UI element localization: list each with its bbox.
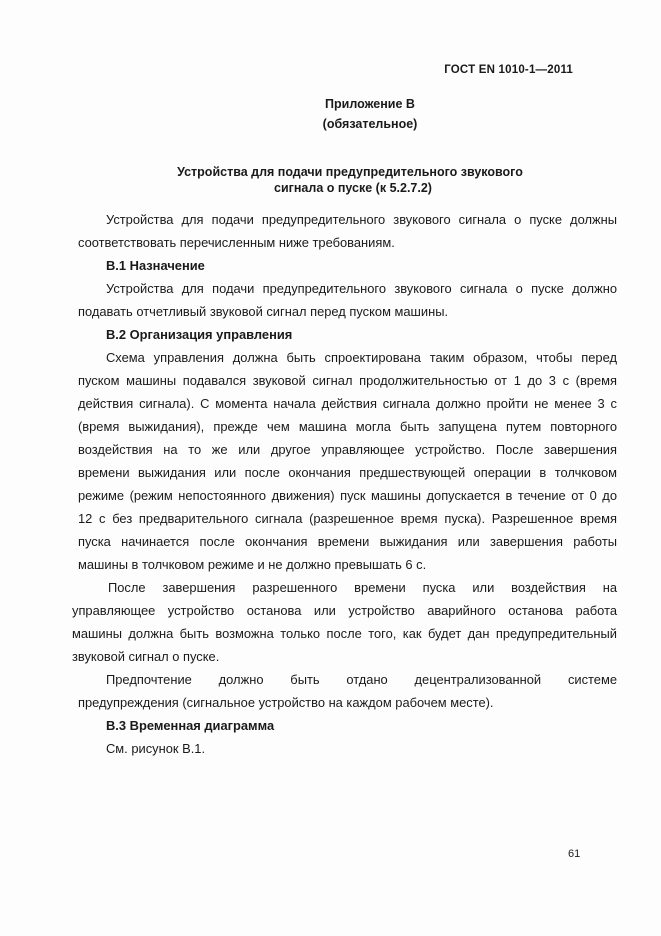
appendix-label: Приложение В: [325, 97, 415, 111]
paragraph-line: времени выжидания или после окончания предшествующей операции в толчковом: [78, 465, 617, 480]
paragraph-line: Схема управления должна быть спроектирована таким образом, чтобы перед: [106, 350, 617, 365]
section-heading-b1: В.1 Назначение: [106, 258, 205, 273]
paragraph-line: пуском машины подавался звуковой сигнал продолжительностью от 1 до 3 с (время: [78, 373, 617, 388]
paragraph-line: пуска начинается после окончания времени выжидания или завершения работы: [78, 534, 617, 549]
paragraph-line: После завершения разрешенного времени пуска или воздействия на: [108, 580, 617, 595]
figure-reference: См. рисунок В.1.: [106, 741, 206, 756]
title-line-1: Устройства для подачи предупредительного звукового: [177, 165, 523, 179]
paragraph-line: воздействия на то же или другое управляющее устройство. После завершения: [78, 442, 617, 457]
paragraph-line: Предпочтение должно быть отдано децентрализованной системе: [106, 672, 617, 687]
appendix-status: (обязательное): [322, 117, 418, 131]
standard-designation: ГОСТ EN 1010-1—2011: [444, 64, 573, 76]
paragraph-line: режиме (режим непостоянного движения) пуск машины допускается в течение от 0 до: [78, 488, 617, 503]
title-line-2: сигнала о пуске (к 5.2.7.2): [274, 181, 432, 195]
page-number: 61: [568, 848, 581, 860]
document-body: [72, 208, 617, 760]
paragraph-line: Устройства для подачи предупредительного звукового сигнала о пуске должно: [106, 281, 617, 296]
appendix-heading: [300, 94, 440, 134]
paragraph-line: подавать отчетливый звуковой сигнал перед пуском машины.: [78, 304, 449, 319]
paragraph-line: машины должна быть возможна только после того, как будет дан предупредительный: [72, 626, 617, 641]
paragraph-line: 12 с без предварительного сигнала (разрешенное время пуска). Разрешенное время: [78, 511, 617, 526]
intro-line: соответствовать перечисленным ниже требованиям.: [78, 235, 395, 250]
paragraph-line: управляющее устройство останова или устройство аварийного останова работа: [72, 603, 617, 618]
paragraph-line: (время выжидания), прежде чем машина могла быть запущена путем повторного: [78, 419, 617, 434]
paragraph-line: предупреждения (сигнальное устройство на каждом рабочем месте).: [78, 695, 494, 710]
paragraph-line: звуковой сигнал о пуске.: [72, 649, 220, 664]
paragraph-line: действия сигнала). С момента начала действия сигнала должно пройти не менее 3 с: [78, 396, 617, 411]
intro-line: Устройства для подачи предупредительного звукового сигнала о пуске должны: [106, 212, 617, 227]
section-heading-b2: В.2 Организация управления: [106, 327, 293, 342]
section-heading-b3: В.3 Временная диаграмма: [106, 718, 275, 733]
appendix-title: [120, 164, 580, 196]
paragraph-line: машины в толчковом режиме и не должно превышать 6 с.: [78, 557, 427, 572]
